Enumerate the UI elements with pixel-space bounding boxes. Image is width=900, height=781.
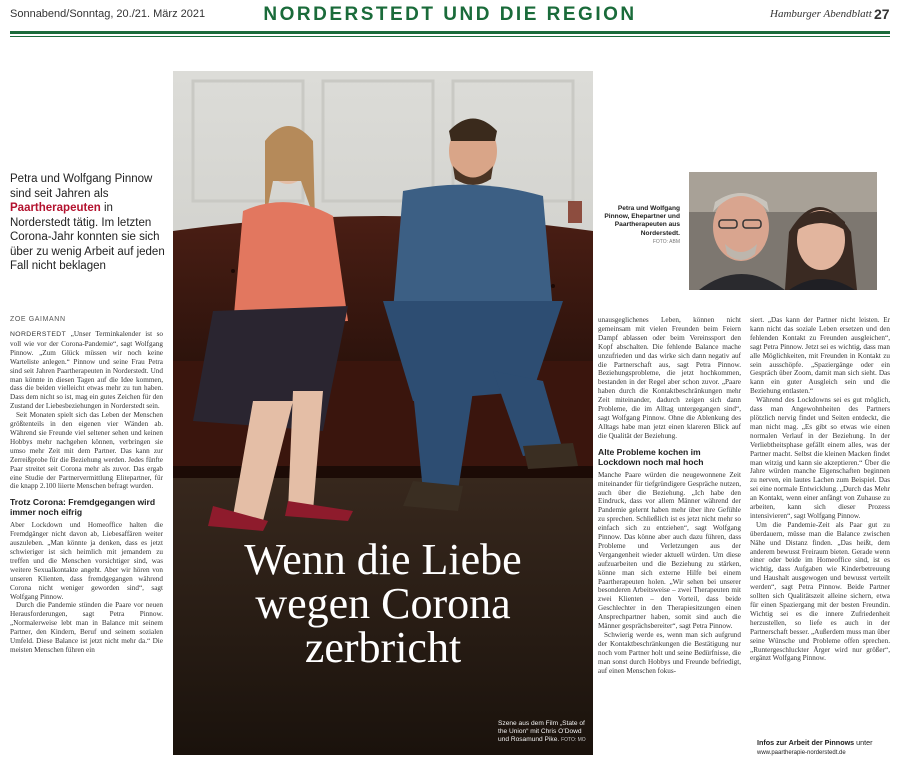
info-url: www.paartherapie-norderstedt.de bbox=[757, 750, 846, 756]
portrait-caption-text: Petra und Wolfgang Pinnow, Ehepartner und Paartherapeuten aus Norderstedt. bbox=[604, 205, 680, 237]
teaser-text-1: Petra und Wolfgang Pinnow sind seit Jahren als bbox=[10, 173, 153, 200]
col3-paragraph-3: Schwierig werde es, wenn man sich aufgrund der Kontaktbeschränkungen die Bestätigung nur noch vom Partner holt und seine Bedürfnisse, die man sonst durch Hobbys und Freunde befriedigt, auf einen Menschen fokus- bbox=[598, 631, 741, 675]
col3-paragraph-1: unausgeglichenes Leben, können nicht gemeinsam mit vielen Freunden beim Feiern Dampf ablassen oder beim Vereinssport den Kopf abschalten. Die fehlende Balance mache unzufrieden und das wirke sich dann negativ auf die Partnerschaft aus, sagt Petra Pinnow. Beziehungsprobleme, die jetzt hochkommen, bestanden in der Regel aber schon zuvor. „Paare haben durch die Kontaktbeschränkungen mehr Zeit miteinander, dadurch zeigen sich dann Probleme, die im Alltag untergegangen sind“, sagt Wolfgang Pinnow. Ohne die Ablenkung des Alltags habe man jetzt einen klareren Blick auf die Qualität der Beziehung. bbox=[598, 316, 741, 440]
col1-paragraph-1: „Unser Terminkalender ist so voll wie vor der Corona-Pandemie“, sagt Wolfgang Pinnow. „Zum Glück müssen wir noch keine Warteliste anlegen.“ Pinnow und seine Frau Petra sind seit Jahren Paartherapeuten in Norderstedt. Und man könnte in diesen Tagen auf die Idee kommen, dass die beiden vielleicht etwas mehr zu tun haben. Dass dem nicht so ist, mag ein gutes Zeichen für den Zustand der Liebesbeziehungen in Norderstedt sein. bbox=[10, 330, 163, 411]
col1-paragraph-4: Durch die Pandemie stünden die Paare vor neuen Herausforderungen, sagt Petra Pinnow. „Normalerweise lebt man in Balance mit seinem Partner, den Kindern, Beruf und seinem sozialen Umfeld. Diese Balance ist jetzt nicht mehr da.“ Die meisten Menschen führen ein bbox=[10, 601, 163, 654]
newspaper-name: Hamburger Abendblatt bbox=[770, 8, 872, 20]
article-column-3 bbox=[598, 316, 741, 676]
article-headline bbox=[173, 535, 593, 672]
headline-line-3: zerbricht bbox=[304, 623, 462, 672]
header-rule-thin bbox=[10, 36, 890, 37]
teaser-text-2: in Norderstedt tätig. Im letzten Corona-Jahr konnten sie sich über zu wenig Arbeit auf jeden Fall nicht beklagen bbox=[10, 202, 165, 272]
couple-portrait-image bbox=[689, 172, 877, 290]
teaser-highlight: Paartherapeuten bbox=[10, 202, 101, 214]
subheading-1: Trotz Corona: Fremdgegangen wird immer noch eifrig bbox=[10, 497, 156, 518]
author-byline: ZOE GAIMANN bbox=[10, 316, 66, 323]
section-title: NORDERSTEDT UND DIE REGION bbox=[263, 4, 637, 25]
col1-paragraph-2: Seit Monaten spielt sich das Leben der Menschen größtenteils in den eigenen vier Wänden ab. Während sie Freunde viel seltener sehen und keinen Hobbys mehr nachgehen können, verbringen sie umso mehr Zeit mit dem Partner. Das kann zur Zerreißprobe für die Beziehung werden. Jedes fünfte Paar streitet seit Corona mehr als zuvor. Das ergab eine Studie der Partnervermittlung Elitepartner, für die knapp 2.100 liierte Menschen befragt wurden. bbox=[10, 411, 163, 491]
col1-paragraph-3: Aber Lockdown und Homeoffice halten die Fremdgänger nicht davon ab, Liebesaffären weiter auszuleben. „Man könnte ja denken, dass es jetzt schwieriger ist sich heimlich mit jemandem zu treffen und die Menschen vorsichtiger sind, was weitere Sexualkontakte angeht. Aber wir hören von unseren Klienten, dass fremdgegangen während Corona nicht weniger geworden sind“, sagt Wolfgang Pinnow. bbox=[10, 521, 163, 601]
subheading-2: Alte Probleme kochen im Lockdown noch mal hoch bbox=[598, 446, 704, 467]
article-teaser bbox=[10, 172, 170, 274]
photo-caption bbox=[498, 720, 590, 744]
col4-paragraph-1: siert. „Das kann der Partner nicht leisten. Er kann nicht das soziale Leben ersetzen und den fehlenden Kontakt zu Freunden ausgleichen“, sagt Petra Pinnow. Jetzt sei es wichtig, dass man alle Möglichkeiten, mit Freunden in Kontakt zu sein ausschöpfe. „Spaziergänge oder ein Gespräch über Zoom, damit man sich sieht. Das kann ein guter Ausgleich sein und die Beziehung entlasten.“ bbox=[750, 316, 890, 396]
col3-paragraph-2: Manche Paare würden die neugewonnene Zeit miteinander für tiefgründigere Gespräche nutzen, auch über die Beziehung. „Ich habe den Eindruck, dass vor allem Männer während der Pandemie gelernt haben mehr über ihre Gefühle zu sprechen. Schließlich ist es jetzt nicht mehr so einfach sich zu entziehen“, sagt Wolfgang Pinnow. Das könne aber auch dazu führen, dass Probleme und Verletzungen aus der Vergangenheit wieder aktuell würden. Um diese aufzuarbeiten und die Beziehung zu stärken, könne man sich externe Hilfe bei einem Paartherapeuten holen. „Wir sehen bei unserer besonderen Arbeitsweise – zwei Therapeuten mit zwei Klienten – den Vorteil, dass beide Geschlechter in den Therapiesitzungen einen Ansprechpartner haben, somit sind auch die Männer gesprächsbereiter“, sagt Petra Pinnow. bbox=[598, 470, 741, 631]
portrait-credit: FOTO: ABM bbox=[652, 238, 680, 245]
article-column-4 bbox=[750, 316, 890, 663]
header-rule bbox=[10, 31, 890, 34]
info-suffix: unter bbox=[856, 738, 873, 747]
portrait-photo bbox=[689, 172, 877, 290]
photo-credit: FOTO: MO bbox=[561, 737, 586, 743]
photo-caption-text: Szene aus dem Film „State of the Union“ mit Chris O’Dowd und Rosamund Pike. bbox=[498, 720, 585, 743]
col4-paragraph-2: Während des Lockdowns sei es gut möglich, dass man Angewohnheiten des Partners plötzlich nervig findet und Seiten entdeckt, die man nicht mag. „Es gibt so etwas wie einen normalen Verlauf in der Beziehung. In der Verliebtheitsphase gefällt einem alles, was der Partner macht. Selbst die kleinen Macken findet man witzig und kann sie akzeptieren.“ Über die Jahre würden manche Eigenschaften beginnen zu nerven, ein lautes Lachen zum Beispiel. Das sei eine normale Entwicklung. „Durch das Mehr an Kontakt, wenn einer anfängt von Zuhause zu arbeiten, kann sich dieser Prozess intensivieren“, sagt Wolfgang Pinnow. bbox=[750, 396, 890, 520]
article-column-1 bbox=[10, 330, 163, 655]
info-box bbox=[757, 738, 897, 758]
dateline: NORDERSTEDT bbox=[10, 331, 67, 338]
portrait-caption bbox=[600, 205, 680, 246]
col4-paragraph-3: Um die Pandemie-Zeit als Paar gut zu überdauern, müsse man die Balance zwischen Nähe und Distanz finden. „Das heißt, dem anderem bewusst Freiraum bieten. Gerade wenn einer oder beide im Homeoffice sind, ist es wichtig, dass Aufgaben wie Kinderbetreuung und Haushalt ausgewogen und bewusst verteilt werden“, sagt Petra Pinnow. Beide Partner sollten sich Qualitätszeit alleine sichern, etwa für einen Spaziergang mit der besten Freundin. Wichtig sei es die innere Zufriedenheit herzustellen, so liefe es auch in der Partnerschaft besser. „Außerdem muss man über seine Wünsche und Probleme offen sprechen. „Runtergeschluckter Ärger wird nur größer“, ergänzt Wolfgang Pinnow. bbox=[750, 520, 890, 663]
issue-date: Sonnabend/Sonntag, 20./21. März 2021 bbox=[10, 8, 206, 20]
headline-line-2: wegen Corona bbox=[255, 579, 511, 628]
headline-line-1: Wenn die Liebe bbox=[244, 535, 522, 584]
info-label: Infos zur Arbeit der Pinnows bbox=[757, 738, 855, 747]
page-number: 27 bbox=[874, 6, 890, 22]
